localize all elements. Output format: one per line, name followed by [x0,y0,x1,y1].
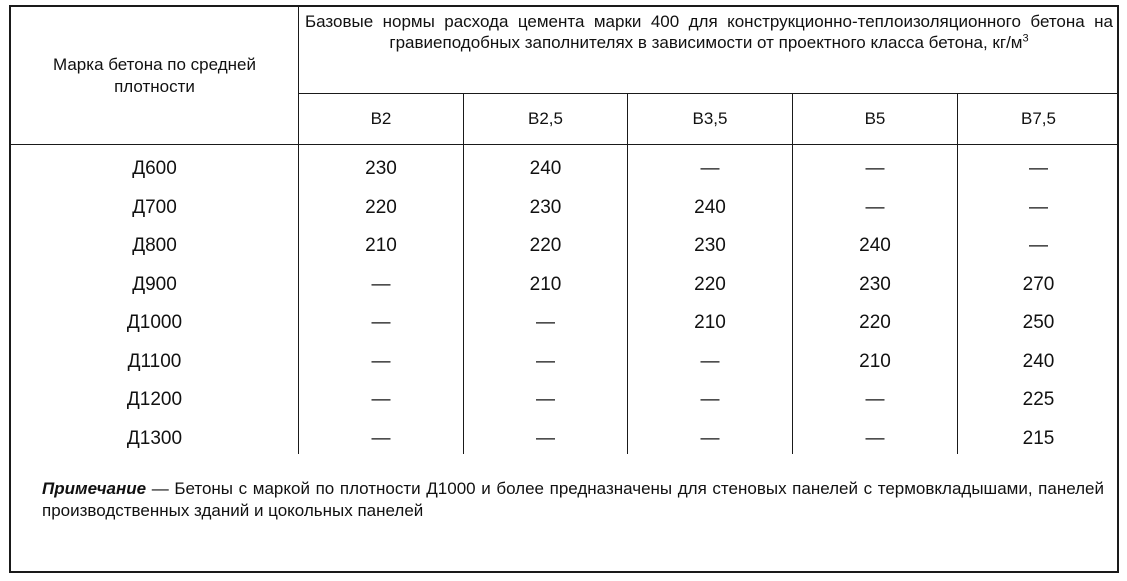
row-label: Д800 [132,235,177,257]
row-label: Д600 [132,158,177,180]
table-cell: — [536,350,555,372]
cement-norms-header [299,7,1119,93]
table-cell: — [700,158,720,180]
table-cell: 225 [1022,389,1055,411]
table-cell: 220 [694,273,726,295]
table-cell: 240 [1022,350,1055,372]
table-cell: — [371,389,391,411]
table-cell: — [865,196,885,218]
table-cell: — [536,389,555,411]
table-cell: — [865,389,885,411]
density-grade-header: Марка бетона по средней плотности [53,54,256,96]
table-cell: 240 [859,235,891,257]
table-cell: 210 [365,235,397,257]
table-cell: — [536,312,555,334]
row-label: Д1200 [126,389,183,411]
table-cell: 240 [694,196,726,218]
table-cell: 220 [365,196,397,218]
table-cell: 230 [859,273,891,295]
table-cell: 250 [1022,312,1055,334]
row-label: Д1300 [126,427,183,449]
table-cell: 210 [529,273,562,295]
table-cell: 230 [529,196,562,218]
note [42,478,1104,522]
table-cell: — [371,350,391,372]
note-text: — Бетоны с маркой по плотности Д1000 и более предназначены для стеновых панелей с термовкладышами, панелей производственных зданий и цокольных панелей [42,479,1104,520]
table-cell: — [865,427,885,449]
class-header-4: В5 [864,109,886,128]
header-divider [299,93,1119,94]
table-cell: 230 [694,235,726,257]
table-cell: 215 [1022,427,1055,449]
cement-norms-header-sup: 3 [1022,32,1029,45]
class-header-3: В3,5 [692,109,728,128]
table-cell: 210 [859,350,891,372]
table-cell: — [700,427,720,449]
table-cell: — [371,312,391,334]
class-header-2: В2,5 [528,109,563,128]
table-cell: 240 [529,158,562,180]
cement-norms-header-text: Базовые нормы расхода цемента марки 400 для конструкционно-теплоизоляционного бетона на гравиеподобных заполнителях в зависимости от проектного класса бетона, кг/м [305,12,1113,52]
table-cell: — [700,389,720,411]
table-cell: — [371,273,391,295]
header-bottom-rule [11,144,1119,145]
row-label: Д1100 [127,350,182,372]
row-label: Д900 [132,273,177,295]
table-cell: 230 [365,158,397,180]
table-cell: 220 [529,235,562,257]
table-cell: — [371,427,391,449]
table-cell: — [1029,235,1048,257]
table-cell: 210 [694,312,726,334]
table-cell: — [865,158,885,180]
row-label: Д1000 [126,312,183,334]
table-cell: 270 [1022,273,1055,295]
class-header-5: В7,5 [1021,109,1056,128]
table-cell: — [1029,158,1048,180]
class-header-1: В2 [370,109,392,128]
table-frame [9,5,1119,573]
table-cell: — [1029,196,1048,218]
table-cell: 220 [859,312,891,334]
table-cell: — [536,427,555,449]
row-label: Д700 [132,196,177,218]
table-cell: — [700,350,720,372]
note-label: Примечание [42,479,147,498]
